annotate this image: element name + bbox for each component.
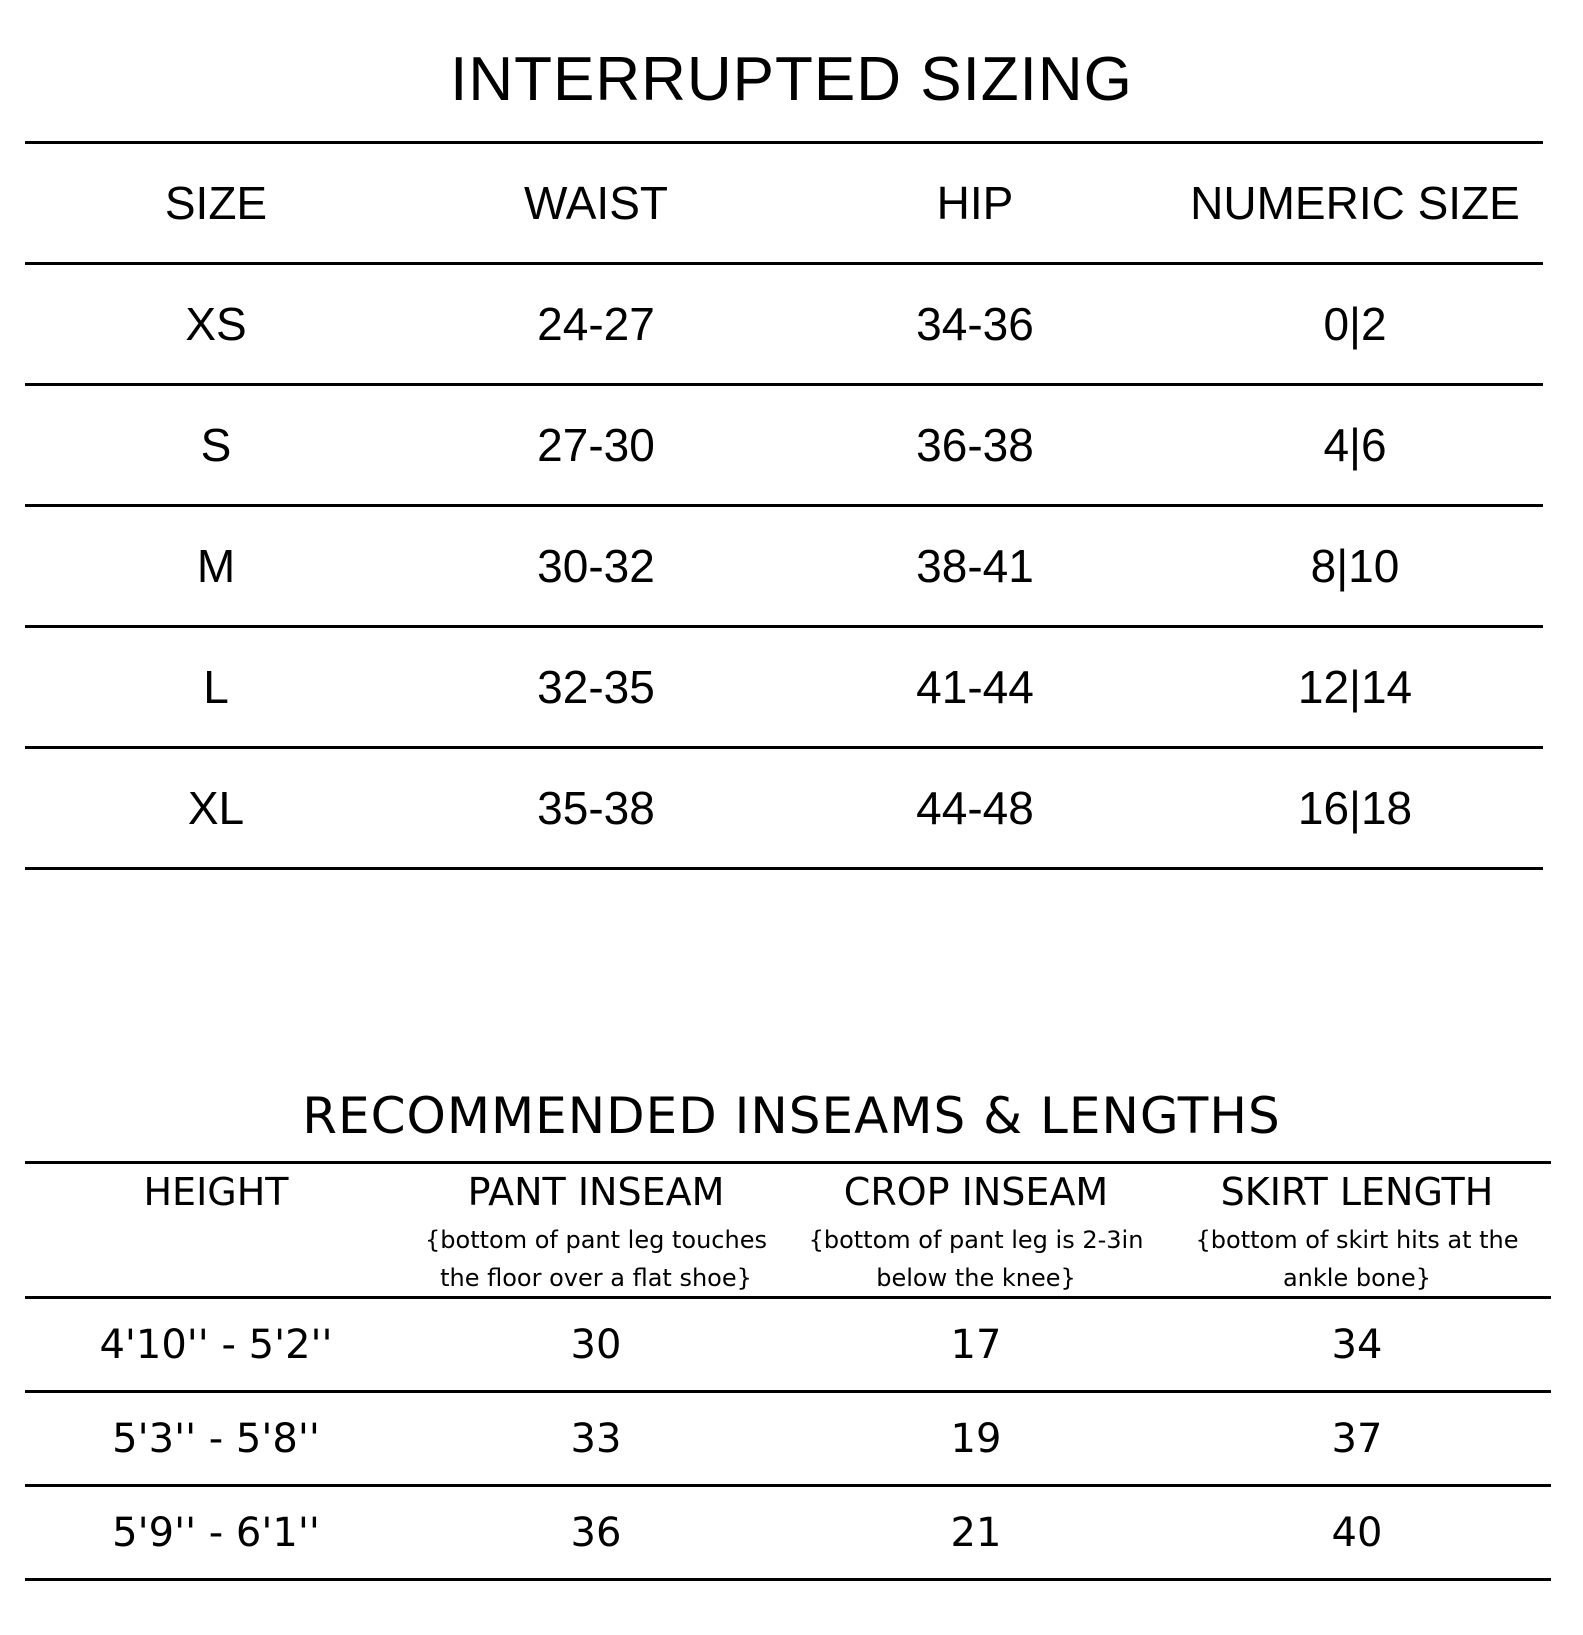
inseams-header-height: HEIGHT [143, 1170, 289, 1214]
inseams-rule [25, 1161, 1551, 1164]
sizing-cell: 8|10 [1310, 540, 1400, 592]
sizing-header-hip: HIP [936, 177, 1014, 229]
sizing-cell: 12|14 [1297, 661, 1413, 713]
sizing-cell: 27-30 [537, 419, 655, 471]
inseams-cell: 37 [1331, 1416, 1383, 1462]
inseams-cell: 33 [570, 1416, 622, 1462]
sizing-cell: 36-38 [916, 419, 1034, 471]
inseams-header-skirt-length: SKIRT LENGTH [1220, 1170, 1494, 1214]
inseams-cell: 21 [950, 1510, 1002, 1556]
inseams-cell: 36 [570, 1510, 622, 1556]
sizing-cell: XS [185, 298, 247, 350]
inseams-cell: 17 [950, 1322, 1002, 1368]
sizing-cell: 34-36 [916, 298, 1034, 350]
sizing-cell: 41-44 [916, 661, 1034, 713]
sizing-cell: M [196, 540, 236, 592]
sizing-cell: XL [187, 782, 245, 834]
sizing-cell: 32-35 [537, 661, 655, 713]
inseams-subheader: {bottom of pant leg touches the floor over a flat shoe} [425, 1226, 767, 1292]
sizing-title: INTERRUPTED SIZING [450, 45, 1133, 114]
inseams-title: RECOMMENDED INSEAMS & LENGTHS [302, 1087, 1281, 1145]
sizing-cell: 30-32 [537, 540, 655, 592]
inseams-cell: 5'9'' - 6'1'' [112, 1510, 320, 1556]
sizing-cell: 4|6 [1323, 419, 1387, 471]
sizing-header-numeric-size: NUMERIC SIZE [1190, 177, 1520, 229]
inseams-cell: 5'3'' - 5'8'' [112, 1416, 320, 1462]
inseams-header-pant-inseam: PANT INSEAM [467, 1170, 725, 1214]
sizing-header-size: SIZE [164, 177, 268, 229]
sizing-cell: 38-41 [916, 540, 1034, 592]
sizing-cell: 44-48 [916, 782, 1034, 834]
sizing-header-waist: WAIST [524, 177, 668, 229]
inseams-cell: 34 [1331, 1322, 1383, 1368]
inseams-cell: 40 [1331, 1510, 1383, 1556]
sizing-cell: S [200, 419, 232, 471]
inseams-header-crop-inseam: CROP INSEAM [843, 1170, 1109, 1214]
inseams-subheader: {bottom of pant leg is 2-3in below the knee} [808, 1226, 1144, 1292]
inseams-cell: 19 [950, 1416, 1002, 1462]
sizing-cell: 16|18 [1297, 782, 1413, 834]
sizing-cell: 0|2 [1323, 298, 1387, 350]
sizing-cell: L [203, 661, 229, 713]
inseams-cell: 30 [570, 1322, 622, 1368]
sizing-cell: 35-38 [537, 782, 655, 834]
inseams-cell: 4'10'' - 5'2'' [99, 1322, 333, 1368]
sizing-cell: 24-27 [537, 298, 655, 350]
inseams-subheader: {bottom of skirt hits at the ankle bone} [1195, 1226, 1519, 1292]
